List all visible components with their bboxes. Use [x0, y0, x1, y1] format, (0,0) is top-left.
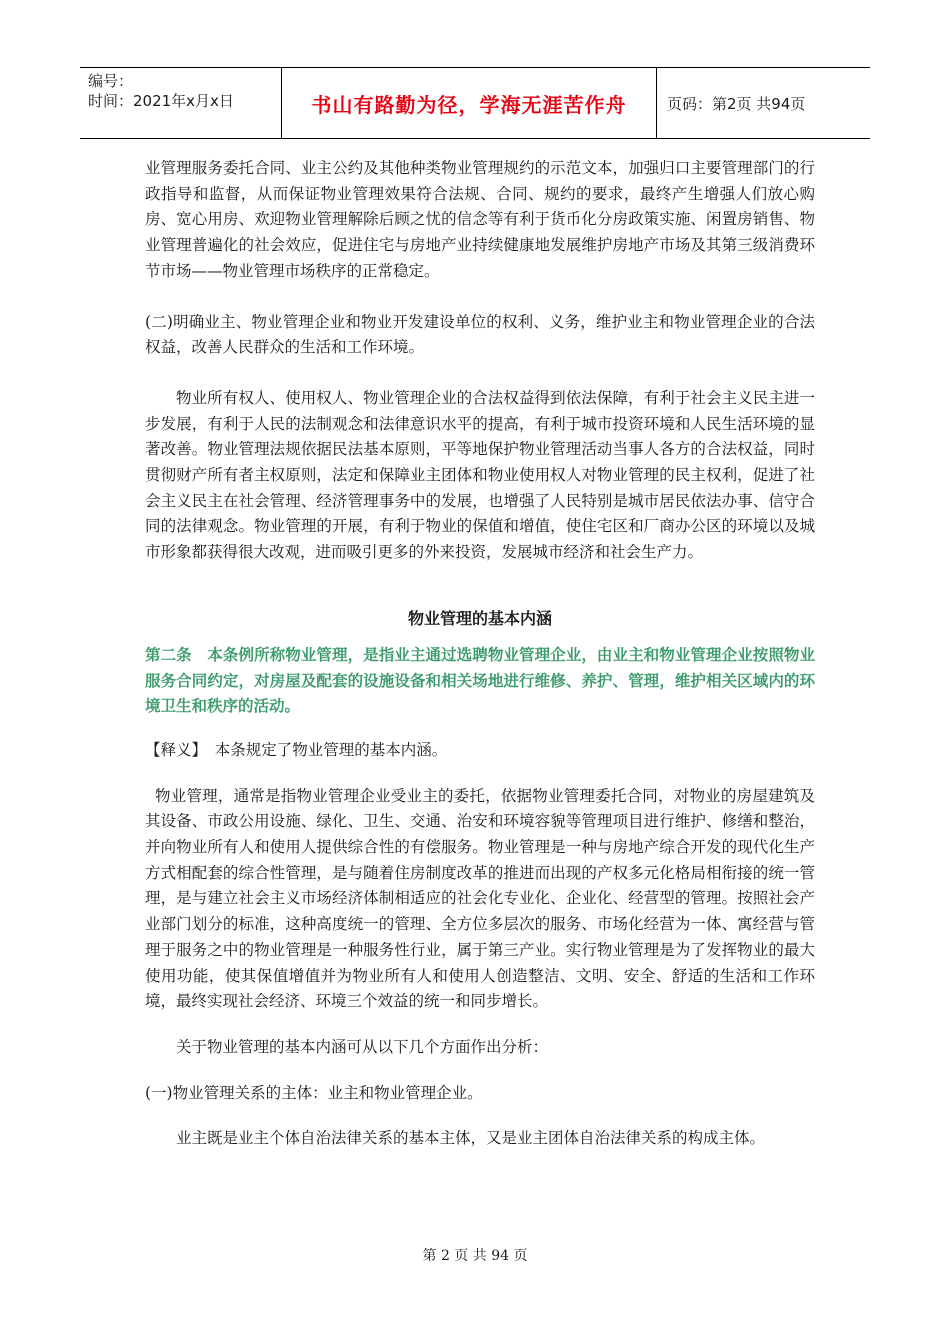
number-label: 编号： — [88, 72, 134, 90]
paragraph-7: (一)物业管理关系的主体：业主和物业管理企业。 — [145, 1083, 483, 1102]
header-meta-cell — [80, 68, 282, 138]
header-motto: 书山有路勤为径，学海无涯苦作舟 — [282, 68, 657, 138]
paragraph-8: 业主既是业主个体自治法律关系的基本主体，又是业主团体自治法律关系的构成主体。 — [176, 1129, 766, 1148]
document-body — [145, 156, 815, 1152]
date-label: 时间：2021年x月x日 — [88, 92, 234, 110]
article-text: 第二条 本条例所称物业管理，是指业主通过选聘物业管理企业，由业主和物业管理企业按照物业服务合同约定，对房屋及配套的设施设备和相关场地进行维修、养护、管理，维护相关区域内的环境卫生和秩序的活动。 — [145, 645, 815, 716]
paragraph-6: 关于物业管理的基本内涵可从以下几个方面作出分析： — [176, 1037, 549, 1056]
header-page-info: 页码：第2页 共94页 — [667, 94, 806, 113]
paragraph-explanation: 【释义】 本条规定了物业管理的基本内涵。 — [145, 740, 448, 759]
section-heading: 物业管理的基本内涵 — [407, 608, 552, 628]
header-table — [80, 67, 870, 139]
paragraph-5: 物业管理，通常是指物业管理企业受业主的委托，依据物业管理委托合同，对物业的房屋建筑及其设备、市政公用设施、绿化、卫生、交通、治安和环境容貌等管理项目进行维护、修缮和整治，并向物业所有人和使用人提供综合性的有偿服务。物业管理是一种与房地产综合开发的现代化生产方式相配套的综合性管理，是与随着住房制度改革的推进而出现的产权多元化格局相衔接的统一管理，是与建立社会主义市场经济体制相适应的社会化专业化、企业化、经营型的管理。按照社会产业部门划分的标准，这种高度统一的管理、全方位多层次的服务、市场化经营为一体、寓经营与管理于服务之中的物业管理是一种服务性行业，属于第三产业。实行物业管理是为了发挥物业的最大使用功能，使其保值增值并为物业所有人和使用人创造整洁、文明、安全、舒适的生活和工作环境，最终实现社会经济、环境三个效益的统一和同步增长。 — [145, 786, 815, 1011]
paragraph-1: 业管理服务委托合同、业主公约及其他种类物业管理规约的示范文本，加强归口主要管理部门的行政指导和监督，从而保证物业管理效果符合法规、合同、规约的要求，最终产生增强人们放心购房、宽心用房、欢迎物业管理解除后顾之忧的信念等有利于货币化分房政策实施、闲置房销售、物业管理普遍化的社会效应，促进住宅与房地产业持续健康地发展维护房地产市场及其第三级消费环节市场——物业管理市场秩序的正常稳定。 — [145, 159, 815, 280]
page-footer: 第 2 页 共 94 页 — [422, 1248, 528, 1264]
paragraph-2: (二)明确业主、物业管理企业和物业开发建设单位的权利、义务，维护业主和物业管理企业的合法权益，改善人民群众的生活和工作环境。 — [145, 312, 815, 357]
paragraph-3: 物业所有权人、使用权人、物业管理企业的合法权益得到依法保障，有利于社会主义民主进一步发展，有利于人民的法制观念和法律意识水平的提高，有利于城市投资环境和人民生活环境的显著改善。物业管理法规依据民法基本原则，平等地保护物业管理活动当事人各方的合法权益，同时贯彻财产所有者主权原则，法定和保障业主团体和物业使用权人对物业管理的民主权利，促进了社会主义民主在社会管理、经济管理事务中的发展，也增强了人民特别是城市居民依法办事、信守合同的法律观念。物业管理的开展，有利于物业的保值和增值，使住宅区和厂商办公区的环境以及城市形象都获得很大改观，进而吸引更多的外来投资，发展城市经济和社会生产力。 — [145, 388, 815, 562]
